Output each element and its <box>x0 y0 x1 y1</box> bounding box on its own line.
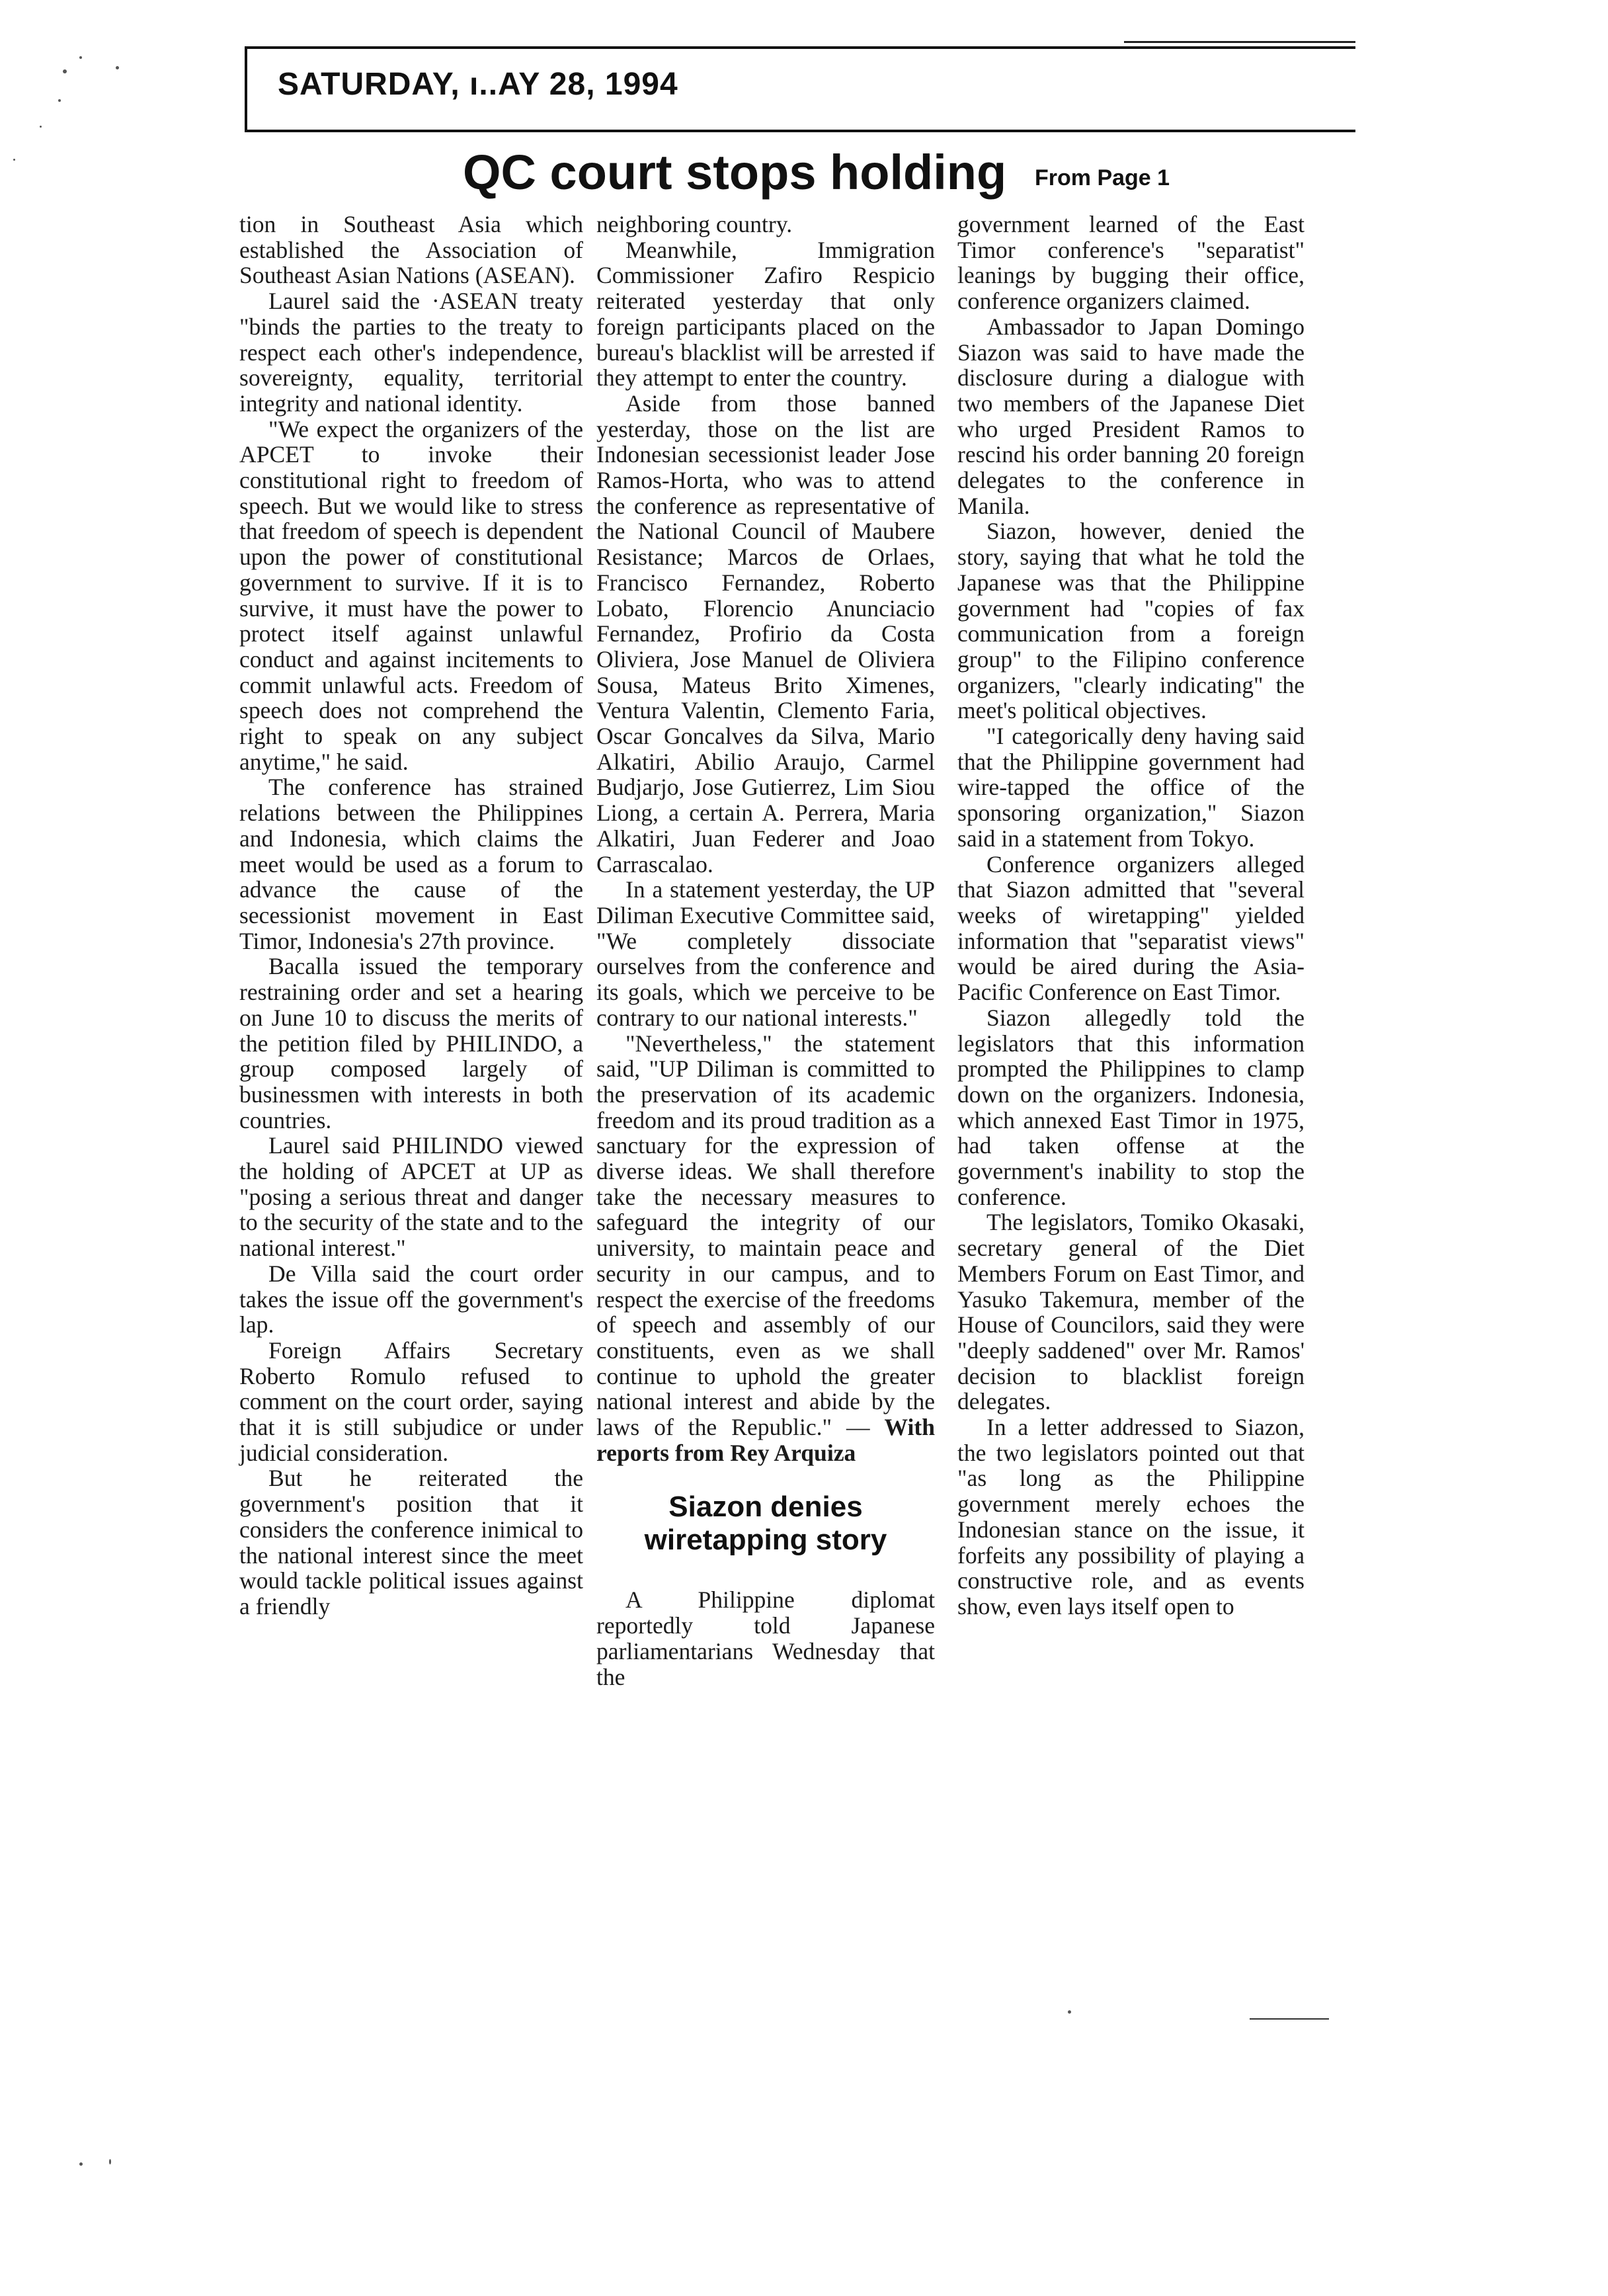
paragraph: "We expect the organizers of the APCET to invoke their constitutional right to freedom of speech. But we would like to stress that freedom of speech is dependent upon the power of constitutional government to survive. If it is to survive, it must have the power to protect itself against unlawful conduct and against incitements to commit unlawful acts. Freedom of speech does not comprehend the right to speak on any subject anytime," he said. <box>239 415 583 775</box>
headline: QC court stops holding <box>463 145 1007 200</box>
column-3 <box>957 212 1305 1620</box>
paragraph: neighboring country. <box>596 211 793 237</box>
paragraph: Laurel said PHILINDO viewed the holding of APCET at UP as "posing a serious threat and danger to the security of the state and to the national interest." <box>239 1132 583 1262</box>
paragraph: The legislators, Tomiko Okasaki, secretary general of the Diet Members Forum on East Timor, and Yasuko Takemura, member of the House of Councilors, said they were "deeply saddened" over Mr. Ramos' decision to blacklist foreign delegates. <box>957 1209 1305 1415</box>
jump-line: From Page 1 <box>1035 165 1170 190</box>
paragraph: Siazon, however, denied the story, saying that what he told the Japanese was that the Philippine government had "copies of fax communication from a foreign group" to the Filipino conference organizers, "clearly indicating" the meet's political objectives. <box>957 518 1305 724</box>
paragraph: government learned of the East Timor conference's "separatist" leanings by bugging their office, conference organizers claimed. <box>957 211 1305 315</box>
paragraph: Conference organizers alleged that Siazon admitted that "several weeks of wiretapping" yielded information that "separatist views" would be aired during the Asia-Pacific Conference on East Timor. <box>957 850 1305 1006</box>
paragraph: But he reiterated the government's position that it considers the conference inimical to the national interest since the meet would tackle political issues against a friendly <box>239 1465 583 1620</box>
paragraph: Meanwhile, Immigration Commissioner Zafiro Respicio reiterated yesterday that only foreign participants placed on the bureau's blacklist will be arrested if they attempt to enter the country. <box>596 236 935 391</box>
bottom-rule <box>1250 2018 1329 2020</box>
paragraph: A Philippine diplomat reportedly told Japanese parliamentarians Wednesday that the <box>596 1586 935 1690</box>
column-2 <box>596 212 935 1690</box>
paragraph: Aside from those banned yesterday, those on the list are Indonesian secessionist leader Jose Ramos-Horta, who was to attend the conference as representative of the National Council of Maubere Resistance; Marcos de Orlaes, Francisco Fernandez, Roberto Lobato, Florencio Anunciacio Fernandez, Profirio da Costa Oliviera, Jose Manuel de Oliviera Sousa, Mateus Brito Ximenes, Ventura Valentin, Clemento Faria, Oscar Goncalves da Silva, Mario Alkatiri, Abilio Araujo, Carmel Budjarjo, Jose Gutierrez, Lim Siou Liong, a certain A. Perrera, Maria Alkatiri, Juan Federer and Joao Carrascalao. <box>596 390 935 878</box>
paragraph: Siazon allegedly told the legislators that this information prompted the Philippines to clamp down on the organizers. Indonesia, which annexed East Timor in 1975, had taken offense at the government's inability to stop the conference. <box>957 1004 1305 1210</box>
issue-date: SATURDAY, ı..AY 28, 1994 <box>278 67 678 102</box>
paragraph: Ambassador to Japan Domingo Siazon was said to have made the disclosure during a dialogue with two members of the Japanese Diet who urged President Ramos to rescind his order banning 20 foreign delegates to the conference in Manila. <box>957 313 1305 519</box>
paragraph: De Villa said the court order takes the issue off the government's lap. <box>239 1260 583 1338</box>
paragraph: Laurel said the ·ASEAN treaty "binds the parties to the treaty to respect each other's independence, sovereignty, equality, territorial integrity and national identity. <box>239 288 583 417</box>
top-rule <box>1124 41 1355 43</box>
paragraph: Foreign Affairs Secretary Roberto Romulo refused to comment on the court order, saying that it is still subjudice or under judicial consideration. <box>239 1336 583 1466</box>
byline: With reports from Rey Arquiza <box>596 1414 935 1466</box>
paragraph: Bacalla issued the temporary restraining order and set a hearing on June 10 to discuss the merits of the petition filed by PHILINDO, a group composed largely of businessmen with interests in both countries. <box>239 953 583 1133</box>
paragraph: "I categorically deny having said that the Philippine government had wire-tapped the office of the sponsoring organization," Siazon said in a statement from Tokyo. <box>957 723 1305 852</box>
subheadline: Siazon denies wiretapping story <box>644 1491 887 1557</box>
paragraph: In a statement yesterday, the UP Diliman Executive Committee said, "We completely dissociate ourselves from the conference and its goals, which we perceive to be contrary to our national interests." <box>596 876 935 1031</box>
paragraph-text: "Nevertheless," the statement said, "UP Diliman is committed to the preservation of its academic freedom and its proud tradition as a sanctuary for the expression of diverse ideas. We shall therefore take the necessary measures to safeguard the integrity of our university, to maintain peace and security in our campus, and to respect the exercise of the freedoms of speech and assembly of our constituents, even as we shall continue to uphold the greater national interest and abide by the laws of the Republic." — <box>596 1030 935 1441</box>
paragraph: In a letter addressed to Siazon, the two legislators pointed out that "as long as the Philippine government merely echoes the Indonesian stance on the issue, it forfeits any possibility of playing a constructive role, and as events show, even lays itself open to <box>957 1414 1305 1620</box>
column-1 <box>239 212 583 1620</box>
paragraph <box>596 1031 935 1466</box>
paragraph: The conference has strained relations between the Philippines and Indonesia, which claims the meet would be used as a forum to advance the cause of the secessionist movement in East Timor, Indonesia's 27th province. <box>239 774 583 954</box>
paragraph: tion in Southeast Asia which established the Association of Southeast Asian Nations (ASEAN). <box>239 211 583 289</box>
